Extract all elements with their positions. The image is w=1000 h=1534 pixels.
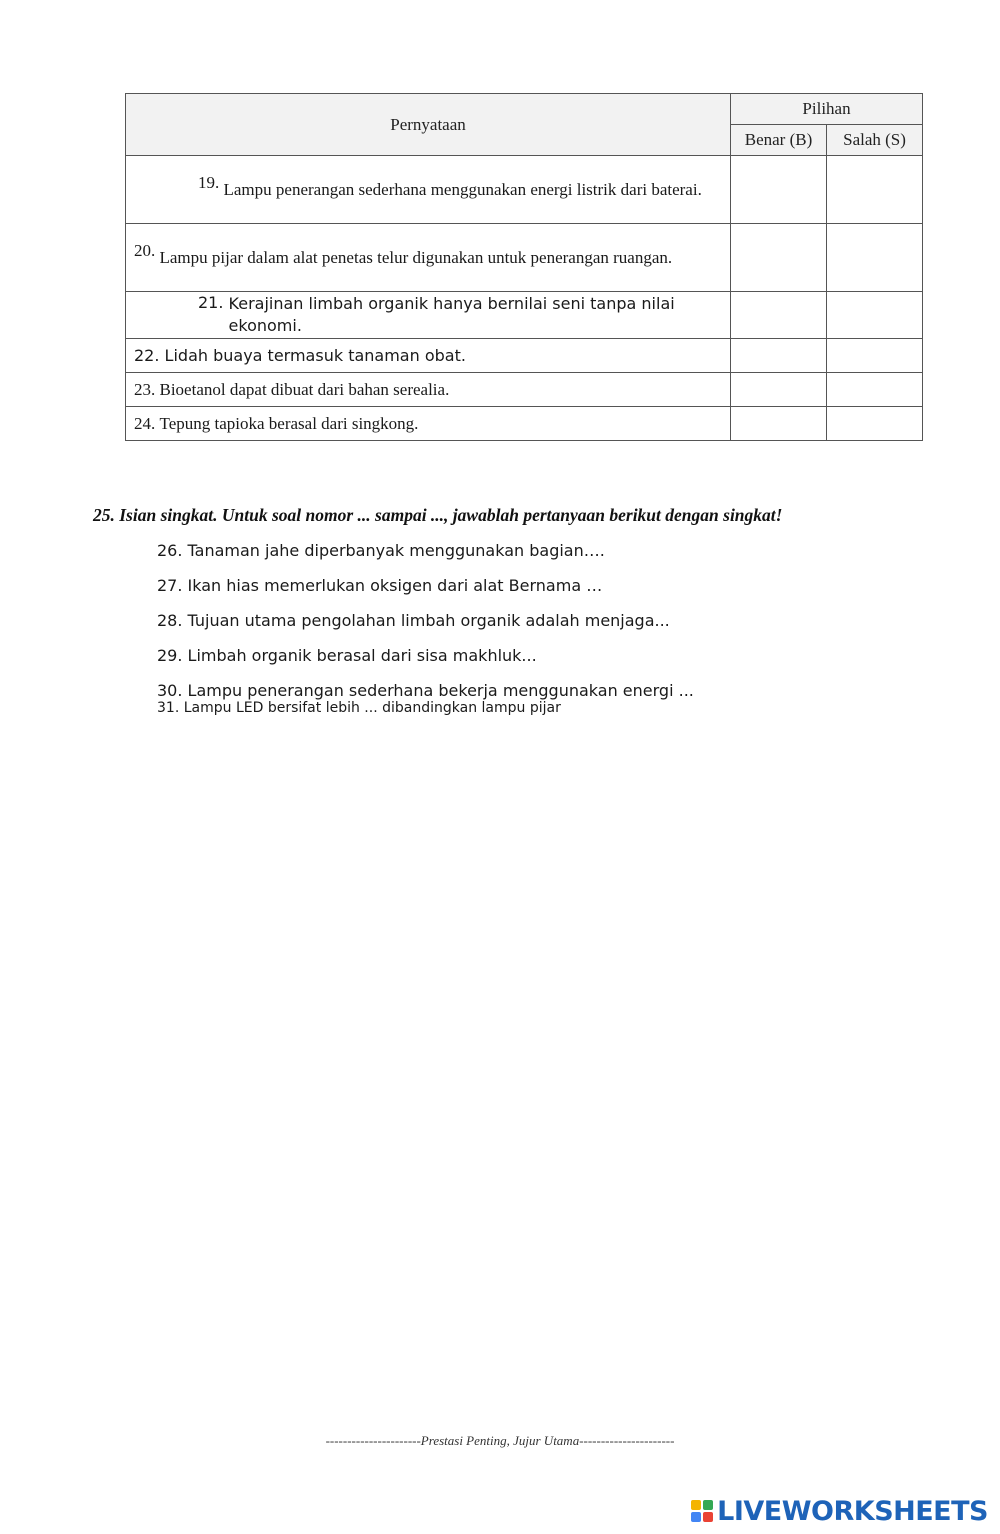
true-false-table [125,93,923,441]
statement-number: 22. [134,346,160,365]
statement-cell [126,407,731,441]
statement-cell [126,224,731,292]
answer-true-cell[interactable] [731,156,827,224]
header-false: Salah (S) [827,125,923,156]
question-item: 28. Tujuan utama pengolahan limbah organik adalah menjaga... [157,611,670,630]
table-row [126,224,923,292]
section-title: 25. Isian singkat. Untuk soal nomor ... sampai ..., jawablah pertanyaan berikut dengan singkat! [93,505,783,525]
brand-square-icon [703,1512,713,1522]
header-statement: Pernyataan [126,94,731,156]
answer-true-cell[interactable] [731,339,827,373]
answer-false-cell[interactable] [827,224,923,292]
answer-false-cell[interactable] [827,156,923,224]
statement-cell [126,339,731,373]
statement-cell [126,156,731,224]
table-row [126,292,923,339]
answer-true-cell[interactable] [731,224,827,292]
brand-name: LIVEWORKSHEETS [717,1495,988,1527]
brand-square-icon [703,1500,713,1510]
table-row [126,373,923,407]
answer-true-cell[interactable] [731,407,827,441]
question-item: 26. Tanaman jahe diperbanyak menggunakan bagian…. [157,541,605,560]
statement-text: Lampu pijar dalam alat penetas telur digunakan untuk penerangan ruangan. [159,248,673,267]
brand-square-icon [691,1500,701,1510]
answer-false-cell[interactable] [827,292,923,339]
question-item: 31. Lampu LED bersifat lebih ... dibandingkan lampu pijar [157,700,561,716]
statement-number: 24. [134,413,156,433]
brand-square-icon [691,1512,701,1522]
statement-number: 19. [198,173,220,192]
question-item: 30. Lampu penerangan sederhana bekerja menggunakan energi ... [157,681,694,700]
statement-text: Kerajinan limbah organik hanya bernilai seni tanpa nilai ekonomi. [228,294,675,335]
statement-cell [126,373,731,407]
table-row [126,339,923,373]
answer-true-cell[interactable] [731,292,827,339]
brand-grid-icon [691,1500,713,1522]
statement-text: Lidah buaya termasuk tanaman obat. [164,346,466,365]
footer-motto: ----------------------Prestasi Penting, Jujur Utama---------------------- [325,1433,675,1448]
liveworksheets-logo [691,1496,988,1526]
answer-false-cell[interactable] [827,339,923,373]
statement-text: Lampu penerangan sederhana menggunakan energi listrik dari baterai. [223,180,702,199]
statement-text: Bioetanol dapat dibuat dari bahan serealia. [159,379,450,399]
table-row [126,156,923,224]
question-item: 29. Limbah organik berasal dari sisa makhluk... [157,646,537,665]
statement-number: 20. [134,241,156,260]
statement-text: Tepung tapioka berasal dari singkong. [159,413,419,433]
statement-cell [126,292,731,339]
question-item: 27. Ikan hias memerlukan oksigen dari alat Bernama … [157,576,603,595]
statement-number: 23. [134,379,156,399]
header-true: Benar (B) [731,125,827,156]
answer-false-cell[interactable] [827,407,923,441]
answer-false-cell[interactable] [827,373,923,407]
statement-number: 21. [198,293,224,312]
question-list [157,538,857,720]
header-choice: Pilihan [731,94,923,125]
answer-true-cell[interactable] [731,373,827,407]
table-row [126,407,923,441]
